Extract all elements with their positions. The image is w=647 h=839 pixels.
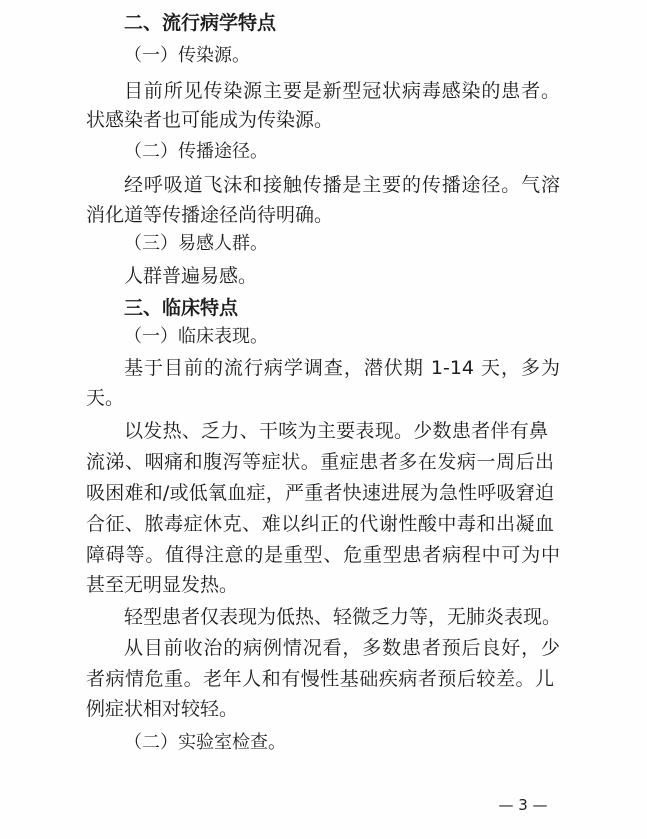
paragraph-line: 流涕、咽痛和腹泻等症状。重症患者多在发病一周后出 <box>86 451 554 473</box>
paragraph-line: 天。 <box>86 387 125 409</box>
subheading-lab-tests: （二）实验室检查。 <box>124 732 286 753</box>
paragraph-line: 例症状相对较轻。 <box>86 698 239 720</box>
page-number: — 3 — <box>498 796 548 814</box>
section-heading-clinical: 三、临床特点 <box>124 297 239 319</box>
subheading-infection-source: （一）传染源。 <box>124 45 250 66</box>
paragraph-line: 经呼吸道飞沫和接触传播是主要的传播途径。气溶 <box>124 174 560 196</box>
subheading-susceptible-population: （三）易感人群。 <box>124 233 268 254</box>
paragraph-line: 者病情危重。老年人和有慢性基础疾病者预后较差。儿 <box>86 668 554 690</box>
paragraph-line: 合征、脓毒症休克、难以纠正的代谢性酸中毒和出凝血 <box>86 513 554 535</box>
paragraph-line: 目前所见传染源主要是新型冠状病毒感染的患者。 <box>124 80 560 102</box>
paragraph-line: 吸困难和/或低氧血症，严重者快速进展为急性呼吸窘迫 <box>86 482 554 504</box>
paragraph-line: 以发热、乏力、干咳为主要表现。少数患者伴有鼻 <box>124 420 548 442</box>
subheading-clinical-manifestation: （一）临床表现。 <box>124 326 268 347</box>
paragraph-line: 轻型患者仅表现为低热、轻微乏力等，无肺炎表现。 <box>124 606 562 628</box>
paragraph-line: 障碍等。值得注意的是重型、危重型患者病程中可为中 <box>86 544 560 566</box>
paragraph-line: 甚至无明显发热。 <box>86 574 239 596</box>
paragraph-line: 人群普遍易感。 <box>124 265 258 287</box>
paragraph-line: 从目前收治的病例情况看，多数患者预后良好，少 <box>124 637 560 659</box>
paragraph-line: 状感染者也可能成为传染源。 <box>86 109 334 131</box>
paragraph-line: 消化道等传播途径尚待明确。 <box>86 204 334 226</box>
paragraph-line: 基于目前的流行病学调查，潜伏期 1-14 天，多为 <box>124 357 560 379</box>
subheading-transmission-route: （二）传播途径。 <box>124 141 268 162</box>
section-heading-epidemiology: 二、流行病学特点 <box>124 12 277 34</box>
